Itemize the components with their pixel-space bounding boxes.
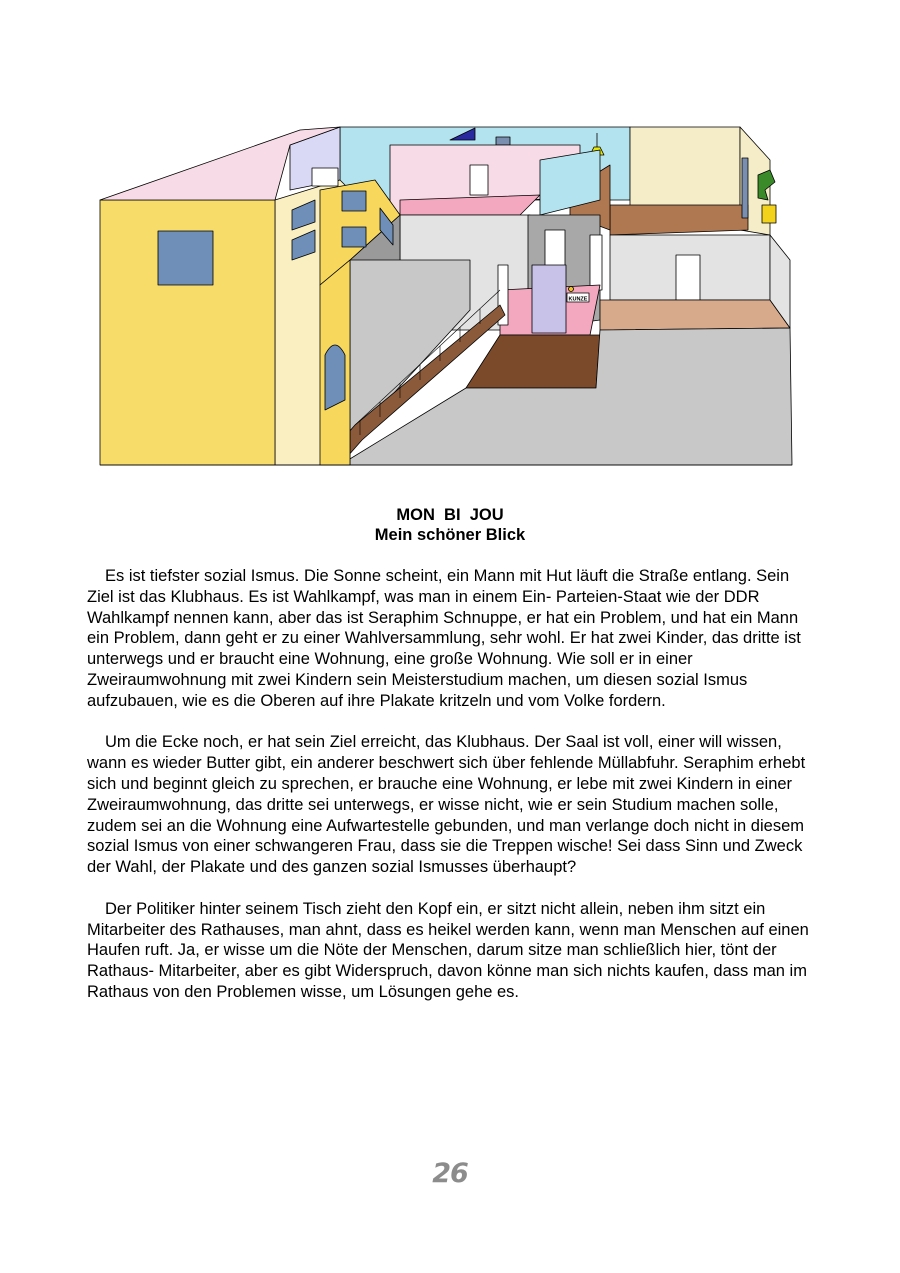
lilac-door (532, 265, 566, 333)
back-window-small (496, 137, 510, 145)
roof-chimney-window (312, 168, 338, 186)
front-window (158, 231, 213, 285)
arched-window (325, 345, 345, 410)
door-sign-text: KUNZE (568, 296, 588, 303)
title-block (0, 505, 900, 545)
paragraph-1: Es ist tiefster sozial Ismus. Die Sonne scheint, ein Mann mit Hut läuft die Straße entlang. Sein Ziel ist das Klubhaus. Es ist Wahlkampf, was man in einem Ein- Parteien-Staat wie der DDR Wahlkampf nennen kann, aber das ist Seraphim Schnuppe, er hat ein Problem, und hat ein Mann ein Problem, dann geht er zu einer Wahlversammlung, sehr wohl. Er hat zwei Kinder, das dritte ist unterwegs und er braucht eine Wohnung, eine große Wohnung. Wie soll er in einer Zweiraumwohnung mit zwei Kindern sein Meisterstudium machen, um diesen sozial Ismus aufzubauen, wie es die Oberen auf ihre Plakate kritzeln und vom Volke fordern. (87, 567, 801, 710)
right-room-floor (610, 205, 748, 235)
door-bell-icon (569, 287, 574, 292)
paragraph-2: Um die Ecke noch, er hat sein Ziel erreicht, das Klubhaus. Der Saal ist voll, einer will wissen, wann es wieder Butter gibt, ein anderer beschwert sich über fehlende Müllabfuhr. Seraphim erhebt sich und beginnt gleich zu sprechen, er brauche eine Wohnung, er lebe mit zwei Kindern in einer Zweiraumwohnung, das dritte sei unterwegs, er wisse nicht, wie er sein Studium machen solle, zudem sei an die Wohnung eine Aufwartestelle gebunden, und man verlange doch nicht in diesem sozial Ismus von einer schwangeren Frau, dass sie die Treppen wische! Sei dass Sinn und Zweck der Wahl, der Plakate und des ganzen sozial Ismusses überhaupt? (87, 733, 806, 877)
right-room-window (742, 158, 748, 218)
corridor-door (545, 230, 565, 270)
brown-floor (466, 335, 600, 388)
body-text (87, 566, 817, 1024)
paragraph-3: Der Politiker hinter seinem Tisch zieht den Kopf ein, er sitzt nicht allein, neben ihm sitzt ein Mitarbeiter des Rathauses, man ahnt, dass es heikel werden kann, wenn man Menschen auf einen Haufen ruft. Ja, er wisse um die Nöte der Menschen, darum sitze man schließlich hier, tönt der Rathaus- Mitarbeiter, aber es gibt Widerspruch, davon könne man sich nichts kaufen, dass man im Rathaus von den Problemen wisse, um Lösungen gehe es. (87, 899, 809, 1001)
corridor-door-right (590, 235, 602, 290)
side-window-3 (342, 191, 366, 211)
side-window-4 (342, 227, 366, 247)
right-grey-room-floor (600, 300, 790, 330)
right-grey-room-door (676, 255, 700, 300)
building-cutaway-illustration (95, 120, 805, 475)
flower-box (762, 205, 776, 223)
title: MON BI JOU (396, 506, 504, 524)
plant-icon (758, 170, 775, 200)
pink-room-door (470, 165, 488, 195)
subtitle: Mein schöner Blick (374, 526, 526, 544)
page-number: 26 (432, 1158, 468, 1189)
